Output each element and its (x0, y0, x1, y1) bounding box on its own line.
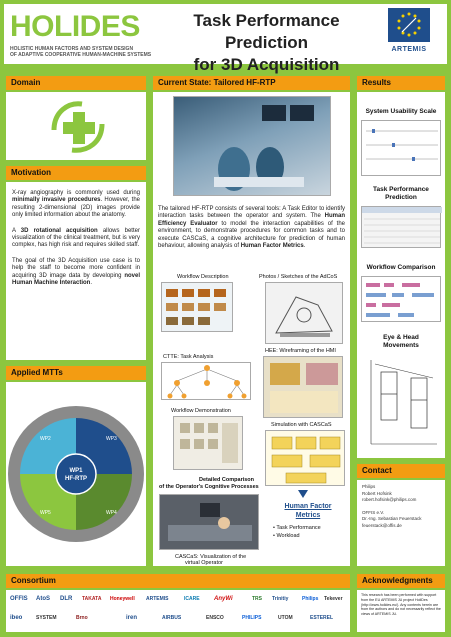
ctte-task-tree-image (161, 362, 251, 400)
flow-ctte: CTTE: Task Analysis (163, 354, 214, 360)
logo-wordmark: HOLIDES (10, 10, 140, 43)
contact-list (362, 484, 440, 529)
medical-cross-icon (44, 96, 114, 156)
metrics-title-2: Metrics (295, 512, 321, 519)
hee-wireframe-image (263, 356, 343, 418)
arrow-to-metrics-icon (298, 490, 308, 498)
metrics-item: • Task Performance (273, 525, 321, 531)
acknowledgments-panel (357, 590, 445, 632)
domain-title: Domain (6, 76, 146, 90)
current-state-panel (153, 92, 350, 566)
workflow-demo-image (173, 416, 243, 470)
flow-detailed-comparison-2: of the Operator's Cognitive Processes (159, 484, 259, 490)
cascas-visualization-image (159, 494, 259, 550)
partner-logo: AnyWi (214, 596, 233, 602)
operating-room-photo (173, 96, 331, 196)
mtts-center-line-1: WP1 (69, 468, 83, 474)
consortium-title: Consortium (6, 574, 350, 588)
partner-logo: AIRBUS (162, 615, 182, 621)
partner-logo: OFFIS (10, 596, 28, 602)
eye-head-boxplot-image (361, 354, 441, 452)
consortium-panel (6, 590, 350, 632)
logo-tagline-2: OF ADAPTIVE COOPERATIVE HUMAN-MACHINE SYSTEMS (10, 52, 152, 58)
flow-hee: HEE: Wireframing of the HMI (265, 348, 336, 354)
results-eye-head: Eye & Head Movements (383, 334, 419, 349)
photos-sketches-image (265, 282, 343, 344)
mtts-wheel (6, 382, 146, 566)
poster-header (4, 4, 447, 74)
partner-logo: Tekever (324, 596, 343, 602)
partner-logo: ESTEREL (310, 615, 334, 621)
title-line-2: for 3D Acquisition (193, 55, 340, 74)
partner-logo: TAKATA (82, 596, 102, 602)
sus-chart-image (361, 120, 441, 176)
partner-logo: Honeywell (110, 596, 135, 602)
workflow-comparison-image (361, 276, 441, 322)
artemis-emblem-icon (388, 8, 430, 42)
partner-logo: ENSCO (206, 615, 224, 621)
holides-logo (10, 10, 160, 60)
flow-cascas-vis-1: CASCaS: Visualization of the (175, 554, 247, 560)
poster-title (159, 10, 374, 76)
flow-workflow-demo: Workflow Demonstration (171, 408, 231, 414)
contact-line: Philips (362, 484, 376, 489)
results-workflow-comparison: Workflow Comparison (366, 264, 436, 271)
partner-logo: iren (126, 615, 138, 621)
results-title: Results (357, 76, 445, 90)
partner-logo: SYSTEM (36, 615, 57, 621)
logo-tagline-1: HOLISTIC HUMAN FACTORS AND SYSTEM DESIGN (10, 46, 134, 52)
results-sus-label: System Usability Scale (365, 108, 437, 115)
flow-photos: Photos / Sketches of the AdCoS (259, 274, 338, 280)
motivation-paragraph-3: The goal of the 3D Acquisition use case is to help the staff to become more confident in acquiring 3D image data by developing novel Human Machine Interaction. (12, 257, 140, 287)
partner-logo: Philips (302, 596, 319, 602)
flow-detailed-comparison-1: Detailed Comparison (199, 477, 255, 483)
mtts-panel (6, 382, 146, 566)
human-factor-metrics (273, 502, 343, 520)
partner-logo: ibeo (10, 615, 23, 621)
mtts-segment-label-4: WP5 (40, 510, 51, 516)
results-panel (357, 92, 445, 458)
contact-line: Dr.-Ing. Sebastian Feuerstack (362, 516, 422, 521)
acknowledgments-title: Acknowledgments (357, 574, 445, 588)
flow-simulation: Simulation with CASCaS (271, 422, 332, 428)
partner-logo: TRS (252, 596, 262, 602)
artemis-logo (376, 8, 442, 62)
contact-line: OFFIS e.V. (362, 509, 385, 515)
contact-email[interactable]: robert.hofsink@philips.com (362, 497, 417, 502)
mtts-title: Applied MTTs (6, 366, 146, 380)
metrics-title-1: Human Factor (284, 503, 332, 510)
partner-logo: DLR (60, 596, 73, 602)
contact-email[interactable]: feuerstack@offis.de (362, 522, 402, 528)
motivation-panel (6, 182, 146, 360)
partner-logo: UTOM (278, 615, 293, 621)
metrics-list (273, 524, 321, 540)
simulation-cascas-image (265, 430, 345, 486)
flow-workflow-description: Workflow Description (177, 274, 229, 280)
partner-logo: Brno (76, 615, 88, 621)
motivation-paragraph-1: X-ray angiography is commonly used during minimally invasive procedures. However, the resulting 2-dimensional (2D) images provide only limited information about the anatomy. (12, 190, 141, 219)
acknowledgments-text: This research has been performed with support from the EU ARTEMIS JU project HoliDes (http://www.holides.eu/). Any contents herein are from the authors and do not necessarily reflect the views of ARTEMIS JU. (361, 593, 441, 617)
contact-line: Robert Hofsink (362, 490, 392, 496)
contact-title: Contact (357, 464, 445, 478)
mtts-segment-label-2: WP3 (106, 436, 117, 442)
metrics-item: • Workload (273, 533, 300, 539)
partner-logo: ARTEMIS (146, 596, 169, 602)
results-task-perf-1: Task Performance Prediction (373, 186, 429, 201)
partner-logo: ICARE (184, 596, 200, 602)
motivation-paragraph-2: A 3D rotational acquisition allows better visualization of the clinical treatment, but is very complex, has high risk and requires skilled staff. (12, 227, 140, 249)
workflow-description-image (161, 282, 233, 332)
partner-logo: Trinitiy (272, 596, 289, 602)
mtts-center-line-2: HF-RTP (65, 476, 87, 482)
contact-panel (357, 480, 445, 566)
partner-logo: PHILIPS (242, 615, 262, 621)
partner-logo: AtoS (36, 596, 50, 602)
artemis-label: ARTEMIS (391, 46, 427, 53)
title-line-1: Task Performance Prediction (193, 11, 340, 52)
motivation-title: Motivation (6, 166, 146, 180)
mtts-segment-label-1: WP2 (40, 436, 51, 442)
flow-cascas-vis-2: virtual Operator (185, 560, 223, 566)
domain-panel (6, 92, 146, 160)
mtts-segment-label-3: WP4 (106, 510, 117, 516)
current-state-description: The tailored HF-RTP consists of several tools: A Task Editor to identify interaction tasks between the operator and system. The Human Efficiency Evaluator to model the interaction capabilities of the environment, to demonstrate procedures for common tasks and to execute CASCaS, a cognitive architecture for prediction of human behaviour, allowing analysis of Human Factor Metrics. (158, 206, 345, 250)
current-state-title: Current State: Tailored HF-RTP (153, 76, 350, 90)
task-perf-table-image (361, 206, 441, 248)
